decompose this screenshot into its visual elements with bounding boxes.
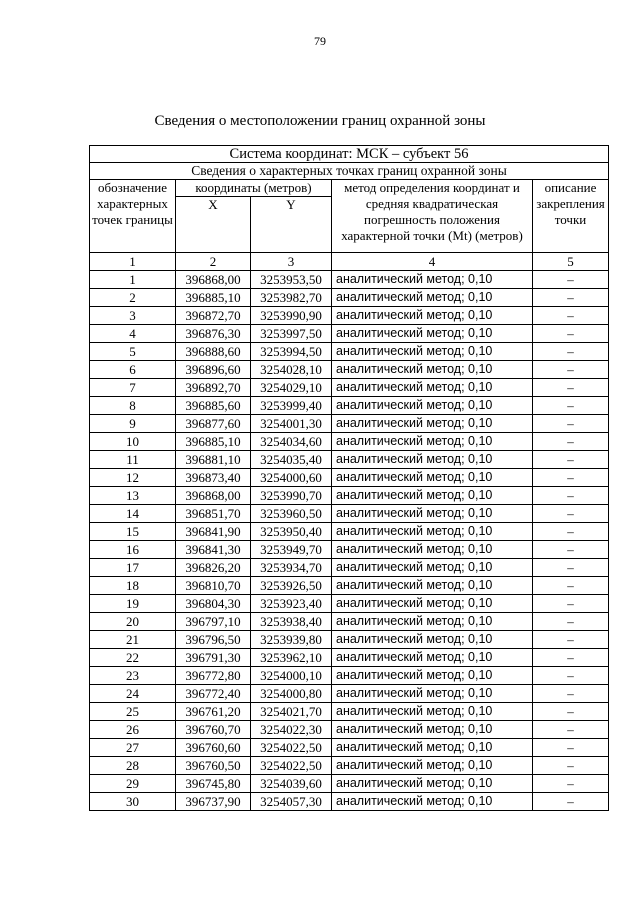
point-number-cell: 30 bbox=[90, 793, 176, 811]
x-coordinate-cell: 396796,50 bbox=[176, 631, 251, 649]
fixing-description-cell: – bbox=[533, 433, 609, 451]
x-coordinate-cell: 396892,70 bbox=[176, 379, 251, 397]
x-coordinate-cell: 396760,50 bbox=[176, 757, 251, 775]
point-number-cell: 21 bbox=[90, 631, 176, 649]
method-cell: аналитический метод; 0,10 bbox=[332, 343, 533, 361]
point-number-cell: 8 bbox=[90, 397, 176, 415]
point-number-cell: 15 bbox=[90, 523, 176, 541]
y-coordinate-cell: 3254000,60 bbox=[251, 469, 332, 487]
point-number-cell: 12 bbox=[90, 469, 176, 487]
table-row bbox=[90, 631, 609, 649]
y-coordinate-cell: 3253999,40 bbox=[251, 397, 332, 415]
method-cell: аналитический метод; 0,10 bbox=[332, 451, 533, 469]
method-cell: аналитический метод; 0,10 bbox=[332, 739, 533, 757]
x-coordinate-cell: 396745,80 bbox=[176, 775, 251, 793]
method-cell: аналитический метод; 0,10 bbox=[332, 487, 533, 505]
x-coordinate-cell: 396872,70 bbox=[176, 307, 251, 325]
table-row bbox=[90, 649, 609, 667]
fixing-description-cell: – bbox=[533, 505, 609, 523]
method-cell: аналитический метод; 0,10 bbox=[332, 649, 533, 667]
y-coordinate-cell: 3254000,10 bbox=[251, 667, 332, 685]
fixing-description-cell: – bbox=[533, 361, 609, 379]
fixing-description-cell: – bbox=[533, 469, 609, 487]
method-cell: аналитический метод; 0,10 bbox=[332, 631, 533, 649]
y-coordinate-cell: 3253938,40 bbox=[251, 613, 332, 631]
y-coordinate-cell: 3253950,40 bbox=[251, 523, 332, 541]
point-number-cell: 10 bbox=[90, 433, 176, 451]
method-cell: аналитический метод; 0,10 bbox=[332, 307, 533, 325]
table-row bbox=[90, 667, 609, 685]
point-number-cell: 9 bbox=[90, 415, 176, 433]
fixing-description-cell: – bbox=[533, 541, 609, 559]
point-number-cell: 5 bbox=[90, 343, 176, 361]
points-info-header: Сведения о характерных точках границ охранной зоны bbox=[90, 163, 609, 180]
method-cell: аналитический метод; 0,10 bbox=[332, 271, 533, 289]
method-cell: аналитический метод; 0,10 bbox=[332, 559, 533, 577]
y-coordinate-cell: 3253994,50 bbox=[251, 343, 332, 361]
table-row bbox=[90, 757, 609, 775]
column-number: 4 bbox=[332, 253, 533, 271]
table-row bbox=[90, 505, 609, 523]
system-header-row bbox=[90, 146, 609, 163]
y-coordinate-cell: 3253949,70 bbox=[251, 541, 332, 559]
method-cell: аналитический метод; 0,10 bbox=[332, 595, 533, 613]
fixing-description-cell: – bbox=[533, 271, 609, 289]
x-coordinate-cell: 396797,10 bbox=[176, 613, 251, 631]
fixing-description-cell: – bbox=[533, 523, 609, 541]
point-number-cell: 20 bbox=[90, 613, 176, 631]
point-number-cell: 23 bbox=[90, 667, 176, 685]
table-row bbox=[90, 325, 609, 343]
x-coordinate-cell: 396851,70 bbox=[176, 505, 251, 523]
x-coordinate-cell: 396876,30 bbox=[176, 325, 251, 343]
point-number-cell: 17 bbox=[90, 559, 176, 577]
x-coordinate-cell: 396826,20 bbox=[176, 559, 251, 577]
x-coordinate-cell: 396888,60 bbox=[176, 343, 251, 361]
x-coordinate-cell: 396760,60 bbox=[176, 739, 251, 757]
method-cell: аналитический метод; 0,10 bbox=[332, 433, 533, 451]
table-row bbox=[90, 523, 609, 541]
fixing-description-cell: – bbox=[533, 613, 609, 631]
table-row bbox=[90, 613, 609, 631]
fixing-description-cell: – bbox=[533, 685, 609, 703]
y-coordinate-cell: 3254039,60 bbox=[251, 775, 332, 793]
point-number-cell: 2 bbox=[90, 289, 176, 307]
table-row bbox=[90, 703, 609, 721]
table-row bbox=[90, 559, 609, 577]
y-coordinate-cell: 3254001,30 bbox=[251, 415, 332, 433]
y-coordinate-cell: 3253997,50 bbox=[251, 325, 332, 343]
y-coordinate-cell: 3253962,10 bbox=[251, 649, 332, 667]
fixing-description-cell: – bbox=[533, 289, 609, 307]
fixing-description-cell: – bbox=[533, 415, 609, 433]
point-designation-header: обозначение характерных точек границы bbox=[90, 180, 176, 253]
table-row bbox=[90, 739, 609, 757]
fixing-description-cell: – bbox=[533, 379, 609, 397]
table-row bbox=[90, 469, 609, 487]
y-coordinate-cell: 3253990,70 bbox=[251, 487, 332, 505]
point-number-cell: 18 bbox=[90, 577, 176, 595]
method-cell: аналитический метод; 0,10 bbox=[332, 379, 533, 397]
table-row bbox=[90, 397, 609, 415]
table-row bbox=[90, 577, 609, 595]
point-number-cell: 14 bbox=[90, 505, 176, 523]
table-row bbox=[90, 379, 609, 397]
fixing-description-cell: – bbox=[533, 631, 609, 649]
fixing-description-cell: – bbox=[533, 577, 609, 595]
point-number-cell: 4 bbox=[90, 325, 176, 343]
column-number: 5 bbox=[533, 253, 609, 271]
table-row bbox=[90, 415, 609, 433]
method-cell: аналитический метод; 0,10 bbox=[332, 505, 533, 523]
method-cell: аналитический метод; 0,10 bbox=[332, 793, 533, 811]
y-coordinate-cell: 3254022,30 bbox=[251, 721, 332, 739]
x-coordinate-cell: 396761,20 bbox=[176, 703, 251, 721]
method-cell: аналитический метод; 0,10 bbox=[332, 361, 533, 379]
y-coordinate-cell: 3254028,10 bbox=[251, 361, 332, 379]
x-coordinate-cell: 396760,70 bbox=[176, 721, 251, 739]
x-coordinate-cell: 396868,00 bbox=[176, 487, 251, 505]
x-coordinate-cell: 396885,10 bbox=[176, 433, 251, 451]
fixing-description-cell: – bbox=[533, 451, 609, 469]
y-coordinate-cell: 3253990,90 bbox=[251, 307, 332, 325]
fixing-description-cell: – bbox=[533, 559, 609, 577]
fixing-description-cell: – bbox=[533, 325, 609, 343]
column-number: 1 bbox=[90, 253, 176, 271]
x-coordinate-cell: 396868,00 bbox=[176, 271, 251, 289]
y-coordinate-cell: 3253923,40 bbox=[251, 595, 332, 613]
fixing-description-cell: – bbox=[533, 595, 609, 613]
table-row bbox=[90, 361, 609, 379]
coordinate-system-header: Система координат: МСК – субъект 56 bbox=[90, 146, 609, 163]
method-cell: аналитический метод; 0,10 bbox=[332, 469, 533, 487]
method-cell: аналитический метод; 0,10 bbox=[332, 289, 533, 307]
column-number: 3 bbox=[251, 253, 332, 271]
point-number-cell: 6 bbox=[90, 361, 176, 379]
method-cell: аналитический метод; 0,10 bbox=[332, 703, 533, 721]
document-title: Сведения о местоположении границ охранной зоны bbox=[154, 113, 486, 129]
point-number-cell: 25 bbox=[90, 703, 176, 721]
fixing-description-cell: – bbox=[533, 307, 609, 325]
fixing-description-cell: – bbox=[533, 793, 609, 811]
table-row bbox=[90, 451, 609, 469]
method-cell: аналитический метод; 0,10 bbox=[332, 415, 533, 433]
fixing-description-cell: – bbox=[533, 649, 609, 667]
table-row bbox=[90, 775, 609, 793]
y-coordinate-cell: 3254000,80 bbox=[251, 685, 332, 703]
x-coordinate-cell: 396737,90 bbox=[176, 793, 251, 811]
method-cell: аналитический метод; 0,10 bbox=[332, 685, 533, 703]
x-coordinate-cell: 396881,10 bbox=[176, 451, 251, 469]
y-coordinate-cell: 3253953,50 bbox=[251, 271, 332, 289]
x-coordinate-cell: 396873,40 bbox=[176, 469, 251, 487]
table-row bbox=[90, 433, 609, 451]
point-number-cell: 26 bbox=[90, 721, 176, 739]
table-row bbox=[90, 271, 609, 289]
fixing-description-cell: – bbox=[533, 397, 609, 415]
point-number-cell: 24 bbox=[90, 685, 176, 703]
page-number: 79 bbox=[314, 34, 326, 48]
point-number-cell: 7 bbox=[90, 379, 176, 397]
point-number-cell: 22 bbox=[90, 649, 176, 667]
table-row bbox=[90, 721, 609, 739]
x-coordinate-cell: 396877,60 bbox=[176, 415, 251, 433]
method-cell: аналитический метод; 0,10 bbox=[332, 397, 533, 415]
point-number-cell: 3 bbox=[90, 307, 176, 325]
table-row bbox=[90, 595, 609, 613]
fixing-description-cell: – bbox=[533, 667, 609, 685]
table-row bbox=[90, 685, 609, 703]
method-cell: аналитический метод; 0,10 bbox=[332, 613, 533, 631]
y-coordinate-cell: 3254022,50 bbox=[251, 739, 332, 757]
point-number-cell: 19 bbox=[90, 595, 176, 613]
fixing-description-cell: – bbox=[533, 703, 609, 721]
x-coordinate-cell: 396896,60 bbox=[176, 361, 251, 379]
fixing-description-cell: – bbox=[533, 775, 609, 793]
fixing-description-cell: – bbox=[533, 739, 609, 757]
x-coordinate-cell: 396885,10 bbox=[176, 289, 251, 307]
y-coordinate-cell: 3254029,10 bbox=[251, 379, 332, 397]
fixing-description-header: описание закрепления точки bbox=[533, 180, 609, 253]
fixing-description-cell: – bbox=[533, 721, 609, 739]
method-cell: аналитический метод; 0,10 bbox=[332, 577, 533, 595]
y-coordinate-cell: 3254035,40 bbox=[251, 451, 332, 469]
table-row bbox=[90, 289, 609, 307]
y-coordinate-cell: 3254021,70 bbox=[251, 703, 332, 721]
method-cell: аналитический метод; 0,10 bbox=[332, 523, 533, 541]
coordinates-header: координаты (метров) bbox=[176, 180, 332, 197]
column-header-row bbox=[90, 180, 609, 197]
point-number-cell: 13 bbox=[90, 487, 176, 505]
column-number: 2 bbox=[176, 253, 251, 271]
point-number-cell: 27 bbox=[90, 739, 176, 757]
fixing-description-cell: – bbox=[533, 757, 609, 775]
x-coordinate-cell: 396772,80 bbox=[176, 667, 251, 685]
point-number-cell: 28 bbox=[90, 757, 176, 775]
table-row bbox=[90, 541, 609, 559]
table-row bbox=[90, 487, 609, 505]
y-coordinate-cell: 3253926,50 bbox=[251, 577, 332, 595]
x-coordinate-cell: 396804,30 bbox=[176, 595, 251, 613]
method-cell: аналитический метод; 0,10 bbox=[332, 667, 533, 685]
x-coordinate-cell: 396810,70 bbox=[176, 577, 251, 595]
method-header: метод определения координат и средняя квадратическая погрешность положения характерной точки (Mt) (метров) bbox=[332, 180, 533, 253]
coordinates-table bbox=[89, 145, 609, 811]
method-cell: аналитический метод; 0,10 bbox=[332, 757, 533, 775]
y-coordinate-cell: 3254057,30 bbox=[251, 793, 332, 811]
fixing-description-cell: – bbox=[533, 343, 609, 361]
table-row bbox=[90, 307, 609, 325]
y-coordinate-cell: 3253982,70 bbox=[251, 289, 332, 307]
point-number-cell: 29 bbox=[90, 775, 176, 793]
point-number-cell: 1 bbox=[90, 271, 176, 289]
y-coordinate-cell: 3253939,80 bbox=[251, 631, 332, 649]
x-coordinate-cell: 396772,40 bbox=[176, 685, 251, 703]
y-coordinate-cell: 3253960,50 bbox=[251, 505, 332, 523]
table-row bbox=[90, 343, 609, 361]
y-coordinate-cell: 3254034,60 bbox=[251, 433, 332, 451]
x-coordinate-cell: 396791,30 bbox=[176, 649, 251, 667]
method-cell: аналитический метод; 0,10 bbox=[332, 325, 533, 343]
method-cell: аналитический метод; 0,10 bbox=[332, 775, 533, 793]
point-number-cell: 11 bbox=[90, 451, 176, 469]
y-coordinate-cell: 3253934,70 bbox=[251, 559, 332, 577]
point-number-cell: 16 bbox=[90, 541, 176, 559]
info-header-row bbox=[90, 163, 609, 180]
method-cell: аналитический метод; 0,10 bbox=[332, 721, 533, 739]
method-cell: аналитический метод; 0,10 bbox=[332, 541, 533, 559]
table-row bbox=[90, 793, 609, 811]
x-coordinate-cell: 396841,30 bbox=[176, 541, 251, 559]
column-number-row bbox=[90, 253, 609, 271]
x-header: X bbox=[176, 197, 251, 253]
x-coordinate-cell: 396841,90 bbox=[176, 523, 251, 541]
x-coordinate-cell: 396885,60 bbox=[176, 397, 251, 415]
y-coordinate-cell: 3254022,50 bbox=[251, 757, 332, 775]
fixing-description-cell: – bbox=[533, 487, 609, 505]
y-header: Y bbox=[251, 197, 332, 253]
